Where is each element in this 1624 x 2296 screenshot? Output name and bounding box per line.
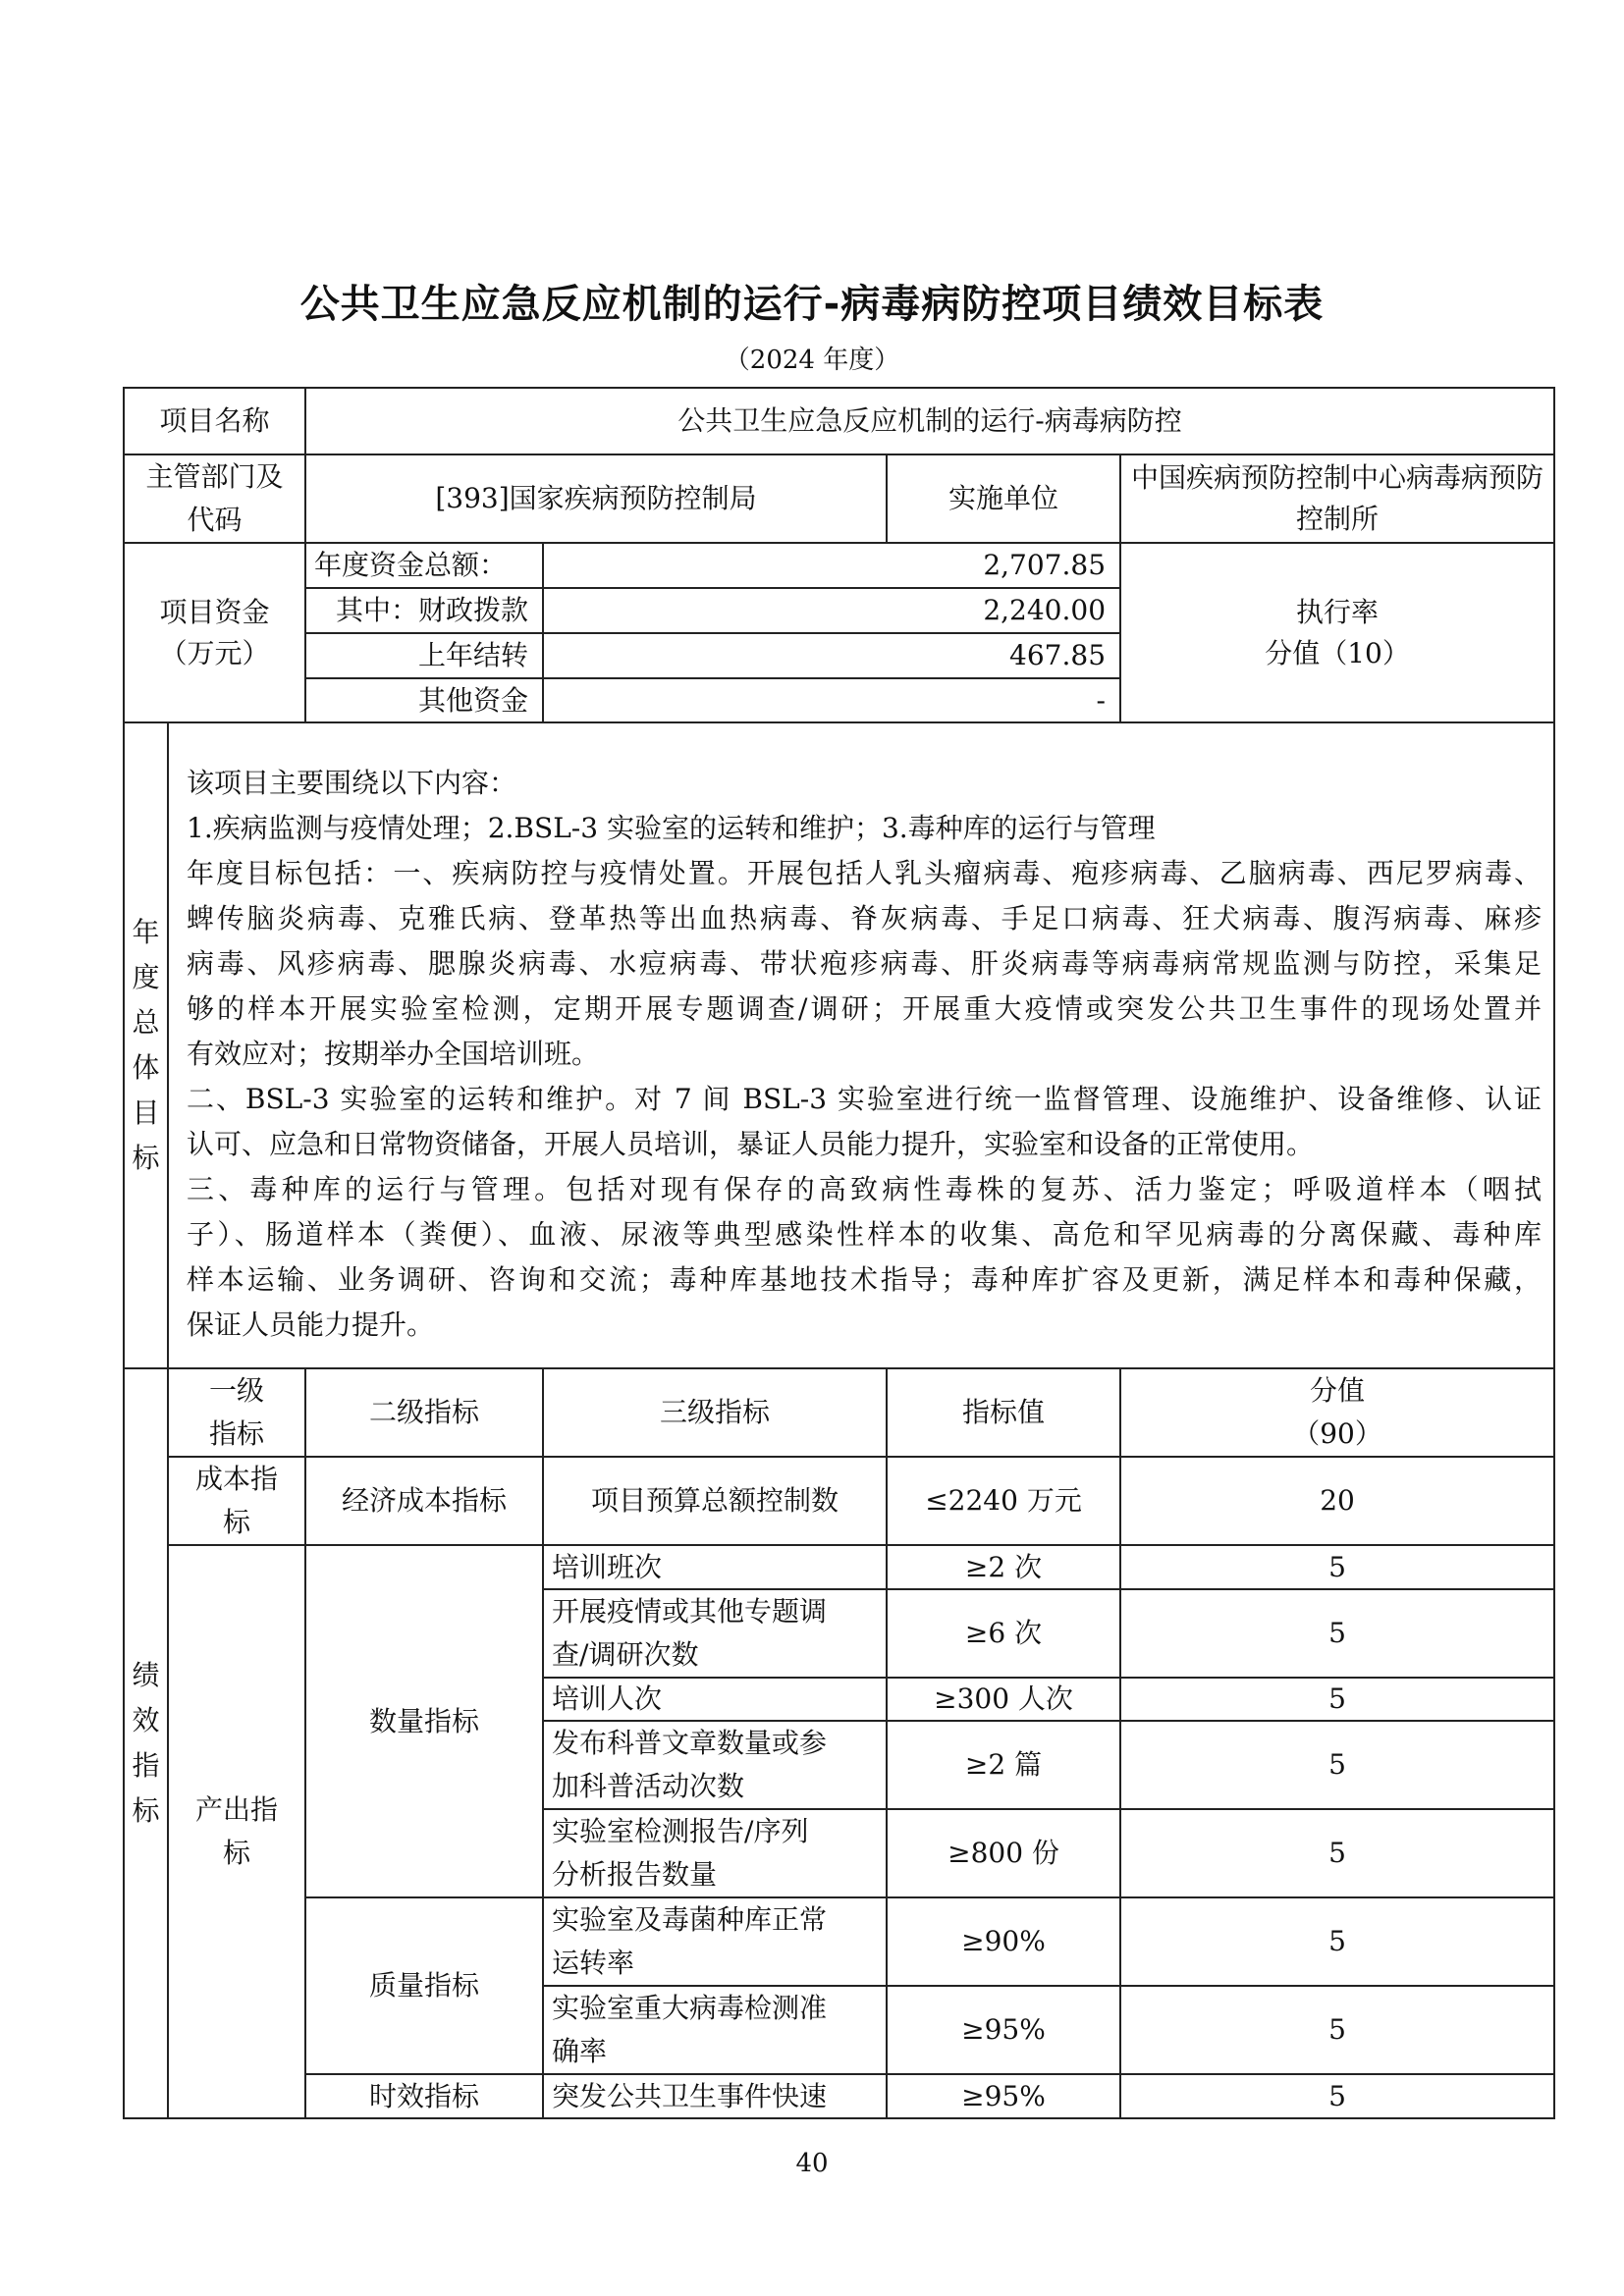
indicator-value: ≥300 人次 <box>887 1678 1120 1721</box>
annual-goals-label-char: 目 <box>132 1096 160 1129</box>
performance-indicators-label-char: 绩 <box>132 1659 160 1691</box>
indicator-name-line2: 分析报告数量 <box>552 1858 718 1891</box>
indicator-name <box>543 1809 887 1897</box>
indicator-row <box>124 1897 1554 1986</box>
indicator-score: 5 <box>1120 1986 1554 2074</box>
funds-row-label: 其中：财政拨款 <box>305 588 543 633</box>
output-level1 <box>168 1545 305 2118</box>
annual-goals-label-char: 总 <box>132 1006 160 1039</box>
indicator-score: 5 <box>1120 1545 1554 1589</box>
indicator-name-line1: 发布科普文章数量或参 <box>552 1727 828 1759</box>
goal-line: 样本运输、业务调研、咨询和交流；毒种库基地技术指导；毒种库扩容及更新，满足样本和毒种保藏， <box>187 1263 1543 1296</box>
performance-target-table <box>123 387 1555 2119</box>
indicator-score: 5 <box>1120 1721 1554 1809</box>
indicator-name-line1: 实验室重大病毒检测准 <box>552 1992 828 2024</box>
cost-level1 <box>168 1457 305 1545</box>
annual-goals-label-char: 标 <box>132 1142 160 1174</box>
cost-level3: 项目预算总额控制数 <box>543 1457 887 1545</box>
funds-row-label: 上年结转 <box>305 633 543 678</box>
timeliness-indicator-label: 时效指标 <box>305 2074 543 2118</box>
indicator-row <box>124 2074 1554 2118</box>
cost-level1-line1: 成本指 <box>195 1463 279 1495</box>
indicator-row <box>124 1545 1554 1589</box>
indicator-value: ≥800 份 <box>887 1809 1120 1897</box>
output-level1-line1: 产出指 <box>195 1793 279 1826</box>
cost-score: 20 <box>1120 1457 1554 1545</box>
goal-line: 二、BSL-3 实验室的运转和维护。对 7 间 BSL-3 实验室进行统一监督管理、设施维护、设备维修、认证 <box>187 1083 1543 1115</box>
funds-row-value: 2,240.00 <box>543 588 1120 633</box>
indicator-name-line2: 查/调研次数 <box>552 1638 699 1671</box>
project-name-label: 项目名称 <box>124 388 305 454</box>
quantity-indicator-label: 数量指标 <box>305 1545 543 1897</box>
header-level2: 二级指标 <box>305 1368 543 1457</box>
goal-line: 子）、肠道样本（粪便）、血液、尿液等典型感染性样本的收集、高危和罕见病毒的分离保藏、毒种库 <box>187 1218 1543 1251</box>
funds-label-line1: 项目资金 <box>159 595 270 628</box>
indicator-score: 5 <box>1120 1897 1554 1986</box>
goal-line: 病毒、风疹病毒、腮腺炎病毒、水痘病毒、带状疱疹病毒、肝炎病毒等病毒病常规监测与防控，采集足 <box>187 947 1543 980</box>
funds-row <box>124 543 1554 588</box>
performance-indicators-label-char: 效 <box>132 1704 160 1736</box>
annual-goals-label <box>124 722 168 1368</box>
indicator-name <box>543 1721 887 1809</box>
funds-label-line2: （万元） <box>159 636 270 669</box>
goal-line: 年度目标包括：一、疾病防控与疫情处置。开展包括人乳头瘤病毒、疱疹病毒、乙脑病毒、西尼罗病毒、 <box>187 857 1543 889</box>
indicator-value: ≥90% <box>887 1897 1120 1986</box>
department-value: [393]国家疾病预防控制局 <box>305 454 887 543</box>
indicator-name: 培训人次 <box>543 1678 887 1721</box>
goal-line: 1.疾病监测与疫情处理；2.BSL-3 实验室的运转和维护；3.毒种库的运行与管理 <box>187 812 1156 844</box>
funds-row-value: 467.85 <box>543 633 1120 678</box>
execution-rate-cell <box>1120 543 1554 722</box>
indicator-score: 5 <box>1120 2074 1554 2118</box>
project-name-value: 公共卫生应急反应机制的运行-病毒病防控 <box>305 388 1554 454</box>
performance-indicators-label-char: 指 <box>132 1749 160 1782</box>
indicator-value: ≥6 次 <box>887 1589 1120 1678</box>
funds-row-value: - <box>543 678 1120 722</box>
cost-level2: 经济成本指标 <box>305 1457 543 1545</box>
header-value: 指标值 <box>887 1368 1120 1457</box>
indicator-name <box>543 1986 887 2074</box>
annual-goals-label-char: 度 <box>132 961 160 993</box>
project-name-row <box>124 388 1554 454</box>
cost-value: ≤2240 万元 <box>887 1457 1120 1545</box>
funds-row-label: 其他资金 <box>305 678 543 722</box>
indicator-value: ≥95% <box>887 2074 1120 2118</box>
goal-line: 该项目主要围绕以下内容： <box>187 767 517 799</box>
goal-line: 三、毒种库的运行与管理。包括对现有保存的高致病性毒株的复苏、活力鉴定；呼吸道样本（咽拭 <box>187 1173 1543 1205</box>
goal-line: 保证人员能力提升。 <box>187 1308 435 1341</box>
indicator-value: ≥2 篇 <box>887 1721 1120 1809</box>
output-level1-line2: 标 <box>223 1837 251 1869</box>
funds-row-value: 2,707.85 <box>543 543 1120 588</box>
annual-goals-label-char: 年 <box>132 916 160 948</box>
indicator-name-line1: 实验室检测报告/序列 <box>552 1815 809 1847</box>
annual-goals-label-char: 体 <box>132 1051 160 1084</box>
indicator-name-line2: 确率 <box>552 2035 608 2067</box>
header-level3: 三级指标 <box>543 1368 887 1457</box>
page-title: 公共卫生应急反应机制的运行-病毒病防控项目绩效目标表 <box>299 282 1325 327</box>
performance-indicators-label-char: 标 <box>132 1794 160 1827</box>
cost-level1-line2: 标 <box>223 1506 251 1538</box>
header-score-line1: 分值 <box>1310 1374 1366 1407</box>
execution-rate-score: 分值（10） <box>1265 636 1410 669</box>
goal-line: 够的样本开展实验室检测，定期开展专题调查/调研；开展重大疫情或突发公共卫生事件的现场处置并 <box>187 992 1543 1025</box>
funds-row-label: 年度资金总额： <box>305 543 543 588</box>
indicator-name <box>543 1589 887 1678</box>
indicator-value: ≥95% <box>887 1986 1120 2074</box>
header-level1 <box>168 1368 305 1457</box>
header-score <box>1120 1368 1554 1457</box>
goal-line: 蜱传脑炎病毒、克雅氏病、登革热等出血热病毒、脊灰病毒、手足口病毒、狂犬病毒、腹泻病毒、麻疹 <box>187 902 1543 934</box>
header-level1-line2: 指标 <box>209 1417 265 1450</box>
cost-indicator-row <box>124 1457 1554 1545</box>
funds-label <box>124 543 305 722</box>
page-number: 40 <box>795 2149 829 2178</box>
execution-rate-label: 执行率 <box>1296 595 1380 628</box>
indicator-name-line1: 实验室及毒菌种库正常 <box>552 1903 828 1936</box>
indicator-name-line1: 开展疫情或其他专题调 <box>552 1595 828 1628</box>
implementing-unit-label: 实施单位 <box>887 454 1120 543</box>
indicators-header-row <box>124 1368 1554 1457</box>
indicator-name-line2: 运转率 <box>552 1947 635 1979</box>
indicator-name-line2: 加科普活动次数 <box>552 1770 745 1802</box>
department-row <box>124 454 1554 543</box>
annual-goals-row <box>124 722 1554 1368</box>
indicator-name: 培训班次 <box>543 1545 887 1589</box>
page-subtitle: （2024 年度） <box>724 346 900 375</box>
goal-line: 认可、应急和日常物资储备，开展人员培训，暴证人员能力提升，实验室和设备的正常使用。 <box>187 1128 1315 1160</box>
indicator-score: 5 <box>1120 1809 1554 1897</box>
annual-goals-text <box>168 722 1554 1368</box>
performance-indicators-label <box>124 1368 168 2118</box>
header-level1-line1: 一级 <box>209 1374 265 1407</box>
department-label: 主管部门及代码 <box>124 454 305 543</box>
indicator-value: ≥2 次 <box>887 1545 1120 1589</box>
indicator-name: 突发公共卫生事件快速 <box>543 2074 887 2118</box>
header-score-line2: （90） <box>1292 1417 1382 1450</box>
quality-indicator-label: 质量指标 <box>305 1897 543 2074</box>
goal-line: 有效应对；按期举办全国培训班。 <box>187 1038 600 1070</box>
indicator-name <box>543 1897 887 1986</box>
implementing-unit-value: 中国疾病预防控制中心病毒病预防控制所 <box>1120 454 1554 543</box>
indicator-score: 5 <box>1120 1589 1554 1678</box>
indicator-score: 5 <box>1120 1678 1554 1721</box>
